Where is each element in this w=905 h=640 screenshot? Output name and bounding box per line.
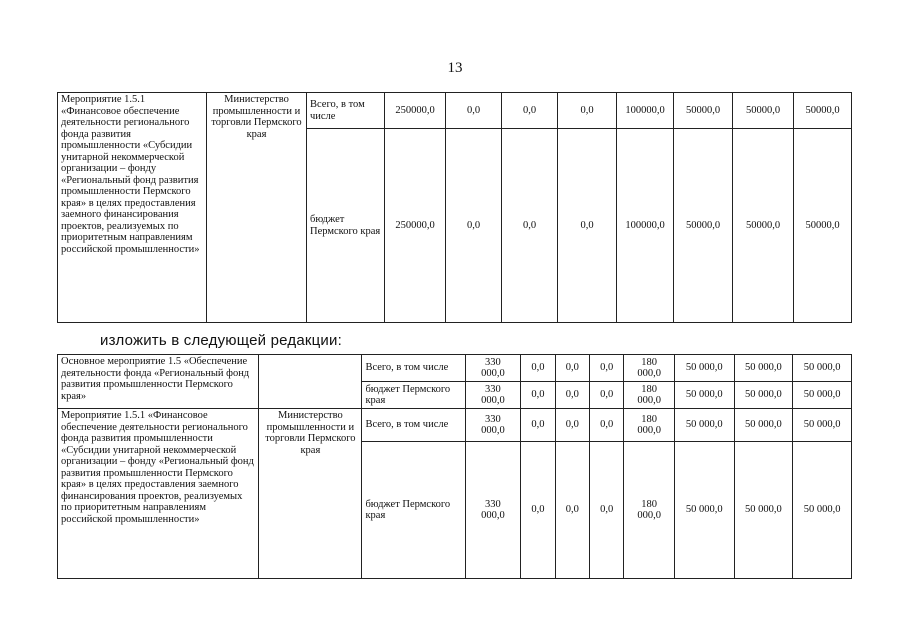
value-cell: 0,0 xyxy=(558,129,617,323)
value-cell: 180 000,0 xyxy=(624,409,675,442)
value-cell: 50 000,0 xyxy=(734,409,793,442)
new-funding-table xyxy=(57,354,852,579)
value-cell: 0,0 xyxy=(521,409,555,442)
executor xyxy=(259,355,362,409)
value-cell: 0,0 xyxy=(589,442,623,579)
value-cell: 50 000,0 xyxy=(734,382,793,409)
executor: Министерство промышленности и торговли Пермского края xyxy=(207,93,307,323)
funding-source: Всего, в том числе xyxy=(362,409,465,442)
value-cell: 100000,0 xyxy=(617,129,674,323)
value-cell: 330 000,0 xyxy=(465,355,521,382)
value-cell: 250000,0 xyxy=(385,93,446,129)
table-row xyxy=(58,93,852,129)
value-cell: 50000,0 xyxy=(674,93,733,129)
value-cell: 0,0 xyxy=(589,355,623,382)
value-cell: 0,0 xyxy=(446,93,502,129)
value-cell: 0,0 xyxy=(555,442,589,579)
value-cell: 0,0 xyxy=(502,93,558,129)
value-cell: 50 000,0 xyxy=(793,382,852,409)
funding-source: бюджет Пермского края xyxy=(307,129,385,323)
executor: Министерство промышленности и торговли Пермского края xyxy=(259,409,362,579)
funding-source: Всего, в том числе xyxy=(307,93,385,129)
value-cell: 0,0 xyxy=(521,442,555,579)
value-cell: 50000,0 xyxy=(794,93,852,129)
value-cell: 0,0 xyxy=(555,409,589,442)
value-cell: 50 000,0 xyxy=(734,355,793,382)
value-cell: 0,0 xyxy=(589,409,623,442)
value-cell: 180 000,0 xyxy=(624,382,675,409)
value-cell: 0,0 xyxy=(555,355,589,382)
funding-source: Всего, в том числе xyxy=(362,355,465,382)
value-cell: 50000,0 xyxy=(733,129,794,323)
value-cell: 0,0 xyxy=(521,382,555,409)
value-cell: 50 000,0 xyxy=(793,355,852,382)
amendment-heading: изложить в следующей редакции: xyxy=(100,332,342,349)
event-description: Мероприятие 1.5.1 «Финансовое обеспечение деятельности регионального фонда развития промышленности «Субсидии унитарной некоммерческой организации – фонду «Региональный фонд развития промышленности Пермского края» в целях предоставления заемного финансирования проектов, реализуемых по приоритетным направлениям российской промышленности» xyxy=(58,409,259,579)
value-cell: 50 000,0 xyxy=(674,382,734,409)
table-row xyxy=(58,355,852,382)
value-cell: 50 000,0 xyxy=(793,442,852,579)
value-cell: 0,0 xyxy=(446,129,502,323)
event-description: Основное мероприятие 1.5 «Обеспечение деятельности фонда «Региональный фонд развития промышленности Пермского края» xyxy=(58,355,259,409)
value-cell: 50000,0 xyxy=(733,93,794,129)
value-cell: 330 000,0 xyxy=(465,442,521,579)
value-cell: 50 000,0 xyxy=(674,442,734,579)
value-cell: 50 000,0 xyxy=(793,409,852,442)
value-cell: 330 000,0 xyxy=(465,409,521,442)
value-cell: 100000,0 xyxy=(617,93,674,129)
page-number: 13 xyxy=(447,60,463,76)
value-cell: 180 000,0 xyxy=(624,355,675,382)
value-cell: 0,0 xyxy=(558,93,617,129)
value-cell: 0,0 xyxy=(555,382,589,409)
value-cell: 50000,0 xyxy=(674,129,733,323)
value-cell: 50 000,0 xyxy=(674,355,734,382)
value-cell: 0,0 xyxy=(589,382,623,409)
value-cell: 0,0 xyxy=(502,129,558,323)
value-cell: 330 000,0 xyxy=(465,382,521,409)
funding-source: бюджет Пермского края xyxy=(362,382,465,409)
value-cell: 50000,0 xyxy=(794,129,852,323)
value-cell: 0,0 xyxy=(521,355,555,382)
value-cell: 250000,0 xyxy=(385,129,446,323)
value-cell: 50 000,0 xyxy=(734,442,793,579)
funding-source: бюджет Пермского края xyxy=(362,442,465,579)
table-row xyxy=(58,409,852,442)
event-description: Мероприятие 1.5.1 «Финансовое обеспечение деятельности регионального фонда развития промышленности «Субсидии унитарной некоммерческой организации – фонду «Региональный фонд развития промышленности Пермского края» в целях предоставления заемного финансирования проектов, реализуемых по приоритетным направлениям российской промышленности» xyxy=(58,93,207,323)
value-cell: 180 000,0 xyxy=(624,442,675,579)
value-cell: 50 000,0 xyxy=(674,409,734,442)
old-funding-table xyxy=(57,92,852,323)
